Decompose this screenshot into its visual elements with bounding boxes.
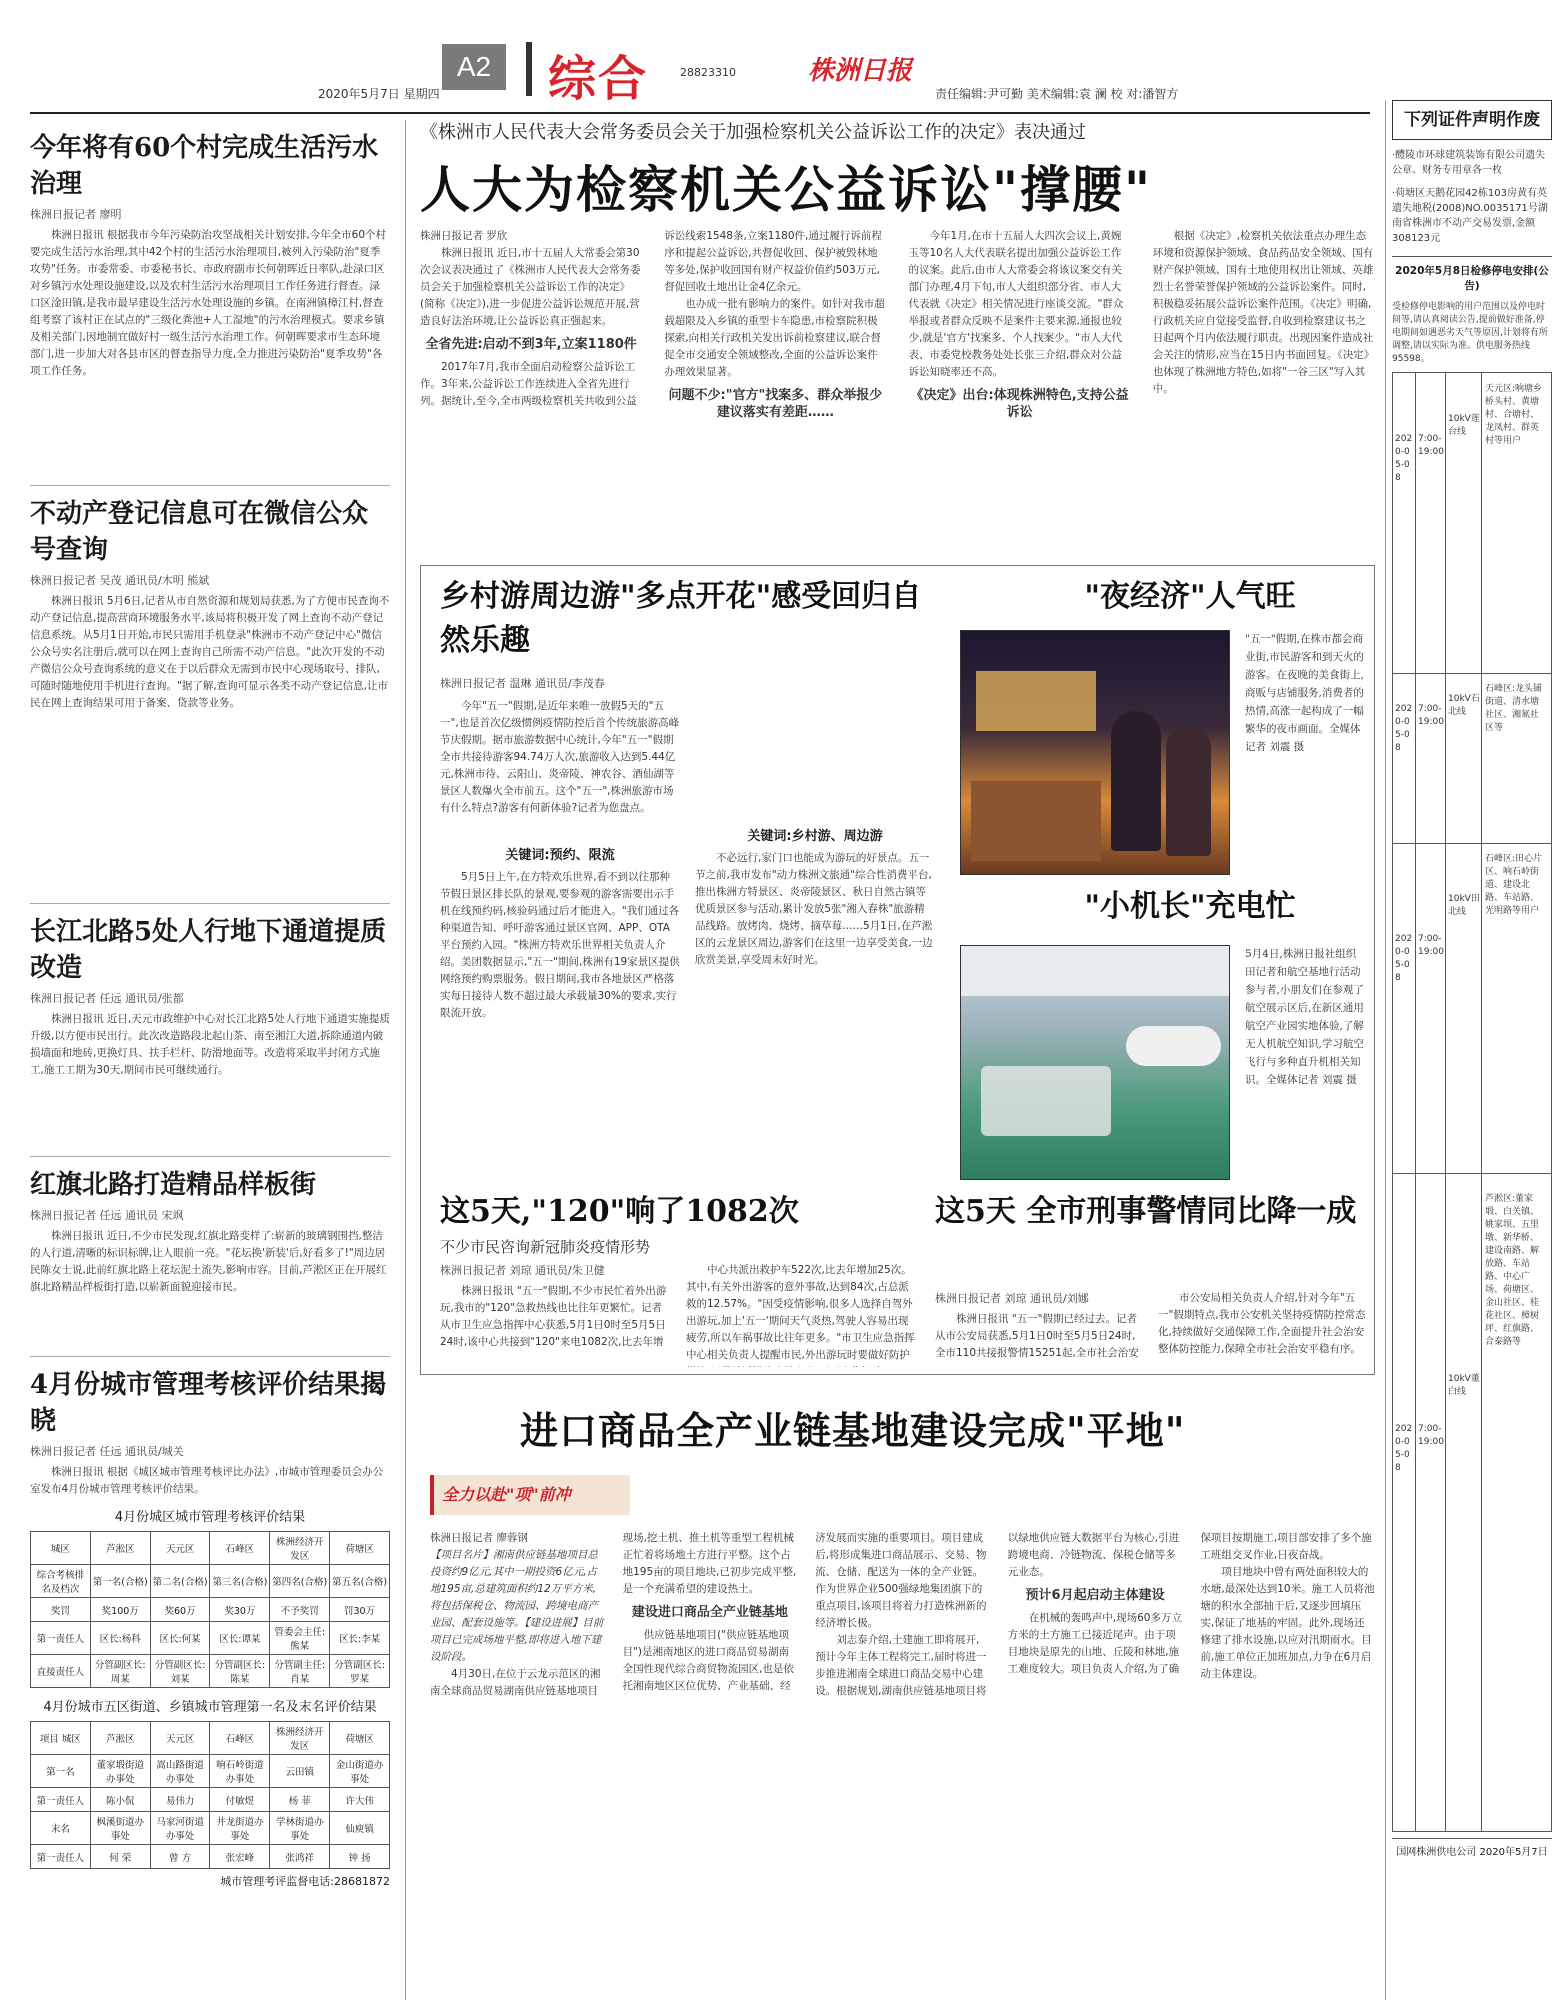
table-cell: 罚30万 <box>330 1598 390 1622</box>
table-caption: 4月份城区城市管理考核评价结果 <box>114 1510 306 1525</box>
table-cell: 张鸿祥 <box>270 1845 330 1869</box>
table-header: 芦淞区 <box>90 1722 150 1755</box>
schedule-line: 10kV田北线 <box>1448 894 1480 917</box>
stall-lights <box>976 671 1096 731</box>
table-cell: 第一责任人 <box>31 1845 91 1869</box>
brief-title: 红旗北路打造精品样板街 <box>30 1170 317 1200</box>
table-cell: 第一责任人 <box>31 1788 91 1812</box>
table-cell: 金山街道办事处 <box>330 1755 390 1788</box>
table-row <box>31 1565 390 1598</box>
table-row <box>31 1598 390 1622</box>
table-cell: 学林街道办事处 <box>270 1812 330 1845</box>
table-header-row <box>31 1532 390 1565</box>
subheading: 建设进口商品全产业链基地 <box>631 1605 788 1620</box>
paragraph: 今年1月,在市十五届人大四次会议上,黄婉玉等10名人大代表联名提出加强公益诉讼工作的议案。此后,由市人大常委会将该议案交有关部门办理,4月下旬,市人大组织部分省、市人大代表就《决定》相关情况进行座谈交流。"群众举报或者群众反映不是案件主要来源,通报也较少,就是'官方'找案多、个人找案少。"市人大代表、市委党校教务处处长张三介绍,群众对公益诉讼知晓率还不高。 <box>908 230 1124 378</box>
schedule-area: 天元区:响塘乡桥头村、黄塘村、合塘村、龙凤村、群英村等用户 <box>1485 384 1543 446</box>
keyword-heading: 关键词:预约、限流 <box>505 848 615 863</box>
divider <box>30 1156 390 1157</box>
person-silhouette <box>1111 711 1161 851</box>
table-header: 株洲经济开发区 <box>270 1532 330 1565</box>
table-cell: 分管副区长:刘某 <box>150 1655 210 1688</box>
main-kicker: 《株洲市人民代表大会常务委员会关于加强检察机关公益诉讼工作的决定》表决通过 <box>420 122 1086 143</box>
brief-byline: 株洲日报记者 任远 通讯员/城关 <box>30 1445 184 1458</box>
table-cell: 直接责任人 <box>31 1655 91 1688</box>
story-headline: 乡村游周边游"多点开花"感受回归自然乐趣 <box>440 579 922 658</box>
subheading: 预计6月起启动主体建设 <box>1025 1588 1165 1603</box>
paragraph: 也办成一批有影响力的案件。如针对我市超载超限及入乡镇的重型卡车隐患,市检察院积极探索,向相关行政机关发出诉前检察建议,联合督促全市交通安全领域整改,全面的公益诉讼案件办理效果显著。 <box>664 298 885 378</box>
table-cell: 第一责任人 <box>31 1622 91 1655</box>
hall-ceiling <box>961 946 1230 996</box>
power-schedule-intro: 受检修停电影响的用户范围以及停电时间等,请认真阅读公告,提前做好准备,停电期间如遇恶劣天气等原因,计划将有所调整,请以实际为准。供电服务热线95598。 <box>1392 302 1548 364</box>
table-row <box>31 1845 390 1869</box>
notice-item: ·荷塘区天鹅花园42栋103房黄有英遗失地税(2008)NO.0035171号湖南省株洲市不动产交易发票,金额308123元 <box>1392 188 1548 244</box>
table-gridline <box>1393 843 1551 844</box>
table-header: 株洲经济开发区 <box>270 1722 330 1755</box>
table-cell: 第一名(合格) <box>90 1565 150 1598</box>
table-header: 荷塘区 <box>330 1532 390 1565</box>
keyword-heading: 关键词:乡村游、周边游 <box>747 829 883 844</box>
assessment-table-streets <box>30 1721 390 1869</box>
table-row <box>31 1622 390 1655</box>
byline: 株洲日报记者 廖蓉钢 <box>430 1532 528 1544</box>
night-market-photo <box>960 630 1230 875</box>
table-cell: 董家塅街道办事处 <box>90 1755 150 1788</box>
power-schedule-footer: 国网株洲供电公司 2020年5月7日 <box>1392 1838 1552 1858</box>
paragraph: 株洲日报讯 "五一"假期,不少市民忙着外出游玩,我市的"120"急救热线也比往年更繁忙。记者从市卫生应急指挥中心获悉,5月1日0时至5月5日24时,该中心共接到"120"来电1082次,比去年增 <box>440 1285 667 1348</box>
campaign-logo: 全力以赴"项"前冲 <box>430 1475 630 1515</box>
helicopter-shape <box>1126 1026 1221 1066</box>
table-cell: 易伟力 <box>150 1788 210 1812</box>
paragraph: 项目地块中曾有两处面积较大的水塘,最深处达到10米。施工人员将池塘的积水全部抽干后,又逐步回填压实,保证了地基的牢固。此外,现场还修建了排水设施,以应对汛期雨水。目前,施工单位正加班加点,力争在6月启动主体建设。 <box>1200 1566 1375 1680</box>
paragraph: 株洲日报讯 "五一"假期已经过去。记者从市公安局获悉,5月1日0时至5月5日24时,全市110共接报警情15251起,全市社会治安 <box>935 1313 1139 1359</box>
story-headline: "小机长"充电忙 <box>1084 889 1296 924</box>
table-gridline <box>1393 1173 1551 1174</box>
power-schedule-table <box>1392 372 1552 1832</box>
table-header: 石峰区 <box>210 1722 270 1755</box>
brief-title: 长江北路5处人行地下通道提质改造 <box>30 917 387 983</box>
children-group <box>981 1066 1111 1136</box>
power-schedule-title: 2020年5月8日检修停电安排(公告) <box>1392 256 1552 293</box>
emergency-calls-story <box>440 1190 920 1257</box>
brief-title: 不动产登记信息可在微信公众号查询 <box>30 499 369 565</box>
table-cell: 分管副区长:周某 <box>90 1655 150 1688</box>
brief-text: 株洲日报讯 根据我市今年污染防治攻坚战相关计划安排,今年全市60个村要完成生活污水治理,其中42个村的生活污水治理项目,被列入污染防治"夏季攻势"任务。市委常委、市委秘书长、市政府副市长何朝晖近日率队,赴渌口区对乡镇污水处理设施建设,以及农村生活污水治理项目工作任务进行督查。渌口区淦田镇,是我市最早建设生活污水处理设施的乡镇。在南洲镇樟江村,督查组考察了该村正在试点的"三级化粪池+人工湿地"的污水治理模式。要求乡镇及相关部门,因地制宜做好村一级生活污水治理工作。何朝晖要求市生态环境部门,进一步加大对各县市区的督查指导力度,全力推进污染防治"夏季攻势"各项工作任务。 <box>30 229 387 377</box>
table-cell: 许大伟 <box>330 1788 390 1812</box>
table-cell: 管委会主任:熊某 <box>270 1622 330 1655</box>
brief-byline: 株洲日报记者 任远 通讯员/张都 <box>30 992 184 1005</box>
left-column <box>30 120 390 2000</box>
table-header: 石峰区 <box>210 1532 270 1565</box>
paragraph: 中心共派出救护车522次,比去年增加25次。其中,有关外出游客的意外事故,达到84次,占总派救的12.57%。"因受疫情影响,很多人选择自驾外出游玩,加上'五一'期间天气炎热,驾驶人容易出现疲劳,所以车祸事故比往年更多。"市卫生应急指挥中心相关负责人提醒市民,外出游玩时要做好防护 <box>686 1264 915 1361</box>
rural-tourism-story <box>440 575 940 663</box>
table-cell: 仙庾镇 <box>330 1812 390 1845</box>
paragraph: 5月5日上午,在方特欢乐世界,看不到以往那种节假日景区排长队的景观,要参观的游客需要出示手机在线预约码,核验码通过后才能进入。"我们通过各种渠道告知、呼吁游客通过景区官网、APP、OTA平台预约入园。"株洲方特欢乐世界相关负责人介绍。美团数据显示,"五一"期间,株洲有19家景区提供网络预约购票服务。假日期间,我市各地景区严格落实每日接待人数不超过最大承载量30%的要求,实行限流开放。 <box>440 871 680 1019</box>
table-cell: 不予奖罚 <box>270 1598 330 1622</box>
table-cell: 嵩山路街道办事处 <box>150 1755 210 1788</box>
schedule-area: 石峰区:龙头铺街道、清水塘社区、湘氮社区等 <box>1485 684 1543 733</box>
table-header: 芦淞区 <box>90 1532 150 1565</box>
table-cell: 奖罚 <box>31 1598 91 1622</box>
story-subheadline: 不少市民咨询新冠肺炎疫情形势 <box>440 1238 651 1256</box>
masthead-divider <box>526 42 532 96</box>
notice-box-title: 下列证件声明作废 <box>1392 100 1552 140</box>
brief-byline: 株洲日报记者 任远 通讯员 宋飒 <box>30 1209 184 1222</box>
rural-tourism-col2 <box>695 675 935 1210</box>
food-counter <box>971 781 1101 861</box>
table-row <box>31 1812 390 1845</box>
section-title: 综合 <box>548 51 649 107</box>
paragraph: 株洲日报讯 近日,市十五届人大常委会第30次会议表决通过了《株洲市人民代表大会常务委员会关于加强检察机关公益诉讼工作的决定》(简称《决定》),进一步促进公益诉讼规范开展,营造良好法治环境,让公益诉讼真正强起来。 <box>420 247 641 327</box>
table-cell: 付敏煜 <box>210 1788 270 1812</box>
brief-assessment <box>30 1367 390 1889</box>
table-header: 城区 <box>31 1532 91 1565</box>
brief-underpass <box>30 914 390 1146</box>
editors-line: 责任编辑:尹可勤 美术编辑:袁 澜 校 对:潘智方 <box>935 87 1179 101</box>
photo-caption: 5月4日,株洲日报社组织田记者和航空基地行活动参与者,小朋友们在参观了航空展示区后,在新区通用航空产业园实地体验,了解无人机航空知识,学习航空飞行与多种直升机相关知识。全媒体记者 刘震 摄 <box>1245 948 1364 1086</box>
brief-hongqi <box>30 1167 390 1346</box>
paragraph: 今年"五一"假期,是近年来唯一放假5天的"五一",也是首次亿级惯例疫情防控后首个传统旅游高峰节庆假期。据市旅游数据中心统计,今年"五一"假期全市共接待游客94.74万人次,旅游收入达到5.44亿元,株洲市待、云阳山、炎帝陵、神农谷、酒仙湖等景区人数爆火全市前五。这个"五一",株洲旅游市场有什么特点?游客有何新体验?记者为您盘点。 <box>440 700 680 814</box>
table-cell: 陈小侃 <box>90 1788 150 1812</box>
table-cell: 末名 <box>31 1812 91 1845</box>
main-story-body <box>420 228 1375 618</box>
divider <box>30 1356 390 1357</box>
schedule-date: 2020-05-08 <box>1395 434 1413 483</box>
column-divider <box>405 120 406 2000</box>
table-row <box>31 1788 390 1812</box>
table-cell: 区长:李某 <box>330 1622 390 1655</box>
story-headline: "夜经济"人气旺 <box>1084 579 1296 614</box>
story-headline: 这5天 全市刑事警情同比降一成 <box>935 1194 1357 1229</box>
table-cell: 综合考核排名及档次 <box>31 1565 91 1598</box>
schedule-line: 10kV董白线 <box>1448 1374 1480 1397</box>
masthead <box>0 0 1560 130</box>
right-column <box>1392 100 1552 2005</box>
photo-caption: "五一"假期,在株市都会商业街,市民游客和到天火的游客。在夜晚的美食街上,商贩与店铺服务,消费者的热情,高涨一起构成了一幅繁华的夜市画面。全媒体记者 刘震 摄 <box>1245 633 1364 753</box>
table-row <box>31 1755 390 1788</box>
masthead-rule <box>30 112 1370 114</box>
bottom-story-body <box>430 1530 1375 2000</box>
schedule-area: 芦淞区:董家塅、白关镇、姚家坝、五里墩、新华桥、建设南路、解放路、车站路、中心广场、荷塘区、金山社区、桂花社区、樟树坪、红旗路、合泰路等 <box>1485 1194 1540 1347</box>
table-cell: 奖30万 <box>210 1598 270 1622</box>
table-cell: 响石岭街道办事处 <box>210 1755 270 1788</box>
story-headline: 这5天,"120"响了1082次 <box>440 1194 799 1229</box>
crime-stats-story <box>935 1190 1365 1234</box>
crime-stats-col2 <box>1158 1290 1368 1370</box>
table-cell: 区长:杨科 <box>90 1622 150 1655</box>
paragraph: 2017年7月,我市全面启动检察公益诉讼工作。3年来,公益诉讼工作连续进入全省先进行列。据统计,至今,全市两级检察机关共收到公益诉讼线索1548条,立案1180件,通过履行诉前程序和提起公益诉讼,共督促收回、保护被毁林地等多处,保护收回国有财产权益价值约503万元,督促回收土地出让金4亿余元。 <box>420 230 882 407</box>
table-cell: 奖60万 <box>150 1598 210 1622</box>
table-header: 天元区 <box>150 1722 210 1755</box>
table-gridline <box>1415 373 1416 1831</box>
schedule-date: 2020-05-08 <box>1395 1424 1413 1473</box>
notice-item: ·醴陵市环球建筑装饰有限公司遗失公章、财务专用章各一枚 <box>1392 150 1546 176</box>
schedule-line: 10kV莲台线 <box>1448 414 1480 437</box>
schedule-line: 10kV石北线 <box>1448 694 1480 717</box>
paragraph: 市公安局相关负责人介绍,针对今年"五一"假期特点,我市公安机关坚持疫情防控常态化,持续做好交通保障工作,全面提升社会治安整体防控能力,保障全市社会治安平稳有序。 <box>1158 1292 1366 1355</box>
brief-byline: 株洲日报记者 吴茂 通讯员/木明 熊斌 <box>30 574 210 587</box>
table-caption: 4月份城市五区街道、乡镇城市管理第一名及末名评价结果 <box>43 1700 377 1715</box>
column-divider <box>1385 100 1386 2000</box>
person-silhouette <box>1166 726 1211 856</box>
paragraph: 不必远行,家门口也能成为游玩的好景点。五一节之前,我市发布"动力株洲文旅通"综合性消费平台,推出株洲方特景区、炎帝陵景区、秋日自然古镇等优质景区参与活动,累计发放5张"湘入春株"旅游精品线路。放烤肉、烧烤、摘草莓……5月1日,在芦淞区的云龙景区周边,游客们在这里一边享受美食,一边欣赏美景,享受周末好时光。 <box>695 852 933 966</box>
table-cell: 分管副区长:陈某 <box>210 1655 270 1688</box>
table-cell: 第二名(合格) <box>150 1565 210 1598</box>
emergency-calls-col1 <box>440 1262 672 1353</box>
paragraph: 根据《决定》,检察机关依法重点办理生态环境和资源保护领域、食品药品安全领域、国有财产保护领域、国有土地使用权出让领域、英雄烈士名誉荣誉保护领域的公益诉讼案件。同时,积极稳妥拓展公益诉讼案件范围。《决定》明确,行政机关应自觉接受监督,自收到检察建议书之日起两个月内依法履行职责。出现因案件造成社会关注的情形,应当在15日内书面回复。《决定》也体现了株洲地方特色,如将"一谷三区"写入其中。 <box>1152 230 1375 395</box>
table-row <box>31 1655 390 1688</box>
brief-sewage <box>30 130 390 475</box>
subheading: 全省先进:启动不到3年,立案1180件 <box>425 337 637 352</box>
table-cell: 张宏峰 <box>210 1845 270 1869</box>
brief-byline: 株洲日报记者 廖明 <box>30 208 122 221</box>
divider <box>30 903 390 904</box>
schedule-time: 7:00-19:00 <box>1418 434 1444 457</box>
brief-text: 株洲日报讯 根据《城区城市管理考核评比办法》,市城市管理委员会办公室发布4月份城市管理考核评价结果。 <box>30 1466 384 1495</box>
paragraph: 4月30日,在位于云龙示范区的湘南全球商品贸易湖南供应链基地项目现场,挖土机、推土机等重型工程机械正忙着将场地土方进行平整。这个占地195亩的项目地块,已初步完成平整,是一个充满希望的建设热土。 <box>430 1532 797 1697</box>
table-header-row <box>31 1722 390 1755</box>
paragraph: 在机械的轰鸣声中,现场60多万立方米的土方施工已接近尾声。由于项目地块是原先的山地、丘陵和林地,施工难度较大。项目负责人介绍,为了确保项目按期施工,项目部安排了多个施工班组交叉作业,日夜奋战。 <box>1007 1532 1372 1675</box>
night-economy-story <box>1010 575 1370 619</box>
brief-realestate <box>30 496 390 893</box>
divider <box>30 485 390 486</box>
table-header: 项目 城区 <box>31 1722 91 1755</box>
table-cell: 马家河街道办事处 <box>150 1812 210 1845</box>
supervision-phone: 城市管理考评监督电话:28681872 <box>220 1875 390 1888</box>
brief-text: 株洲日报讯 近日,不少市民发现,红旗北路变样了:崭新的玻璃钢围挡,整洁的人行道,清晰的标识标牌,让人眼前一亮。"花坛换'新装'后,好看多了!"周边居民陈女士说,此前红旗北路上花坛泥土流失,影响市容。目前,芦淞区正在开展红旗北路精品样板街打造,以崭新面貌迎接市民。 <box>30 1230 387 1293</box>
paragraph: 刘志泰介绍,土建施工即将展开,预计今年主体工程将完工,届时将进一步推进湘南全球进口商品交易中心建设。根据规划,湖南供应链基地项目将以绿地供应链大数据平台为核心,引进跨境电商、冷链物流、保税仓储等多元业态。 <box>815 1532 1180 1697</box>
table-cell: 分管副主任:肖某 <box>270 1655 330 1688</box>
table-cell: 杨 菲 <box>270 1788 330 1812</box>
newspaper-logo: 株洲日报 <box>808 56 913 86</box>
table-cell: 区长:谭某 <box>210 1622 270 1655</box>
table-cell: 奖100万 <box>90 1598 150 1622</box>
table-cell: 第一名 <box>31 1755 91 1788</box>
schedule-time: 7:00-19:00 <box>1418 1424 1444 1447</box>
schedule-area: 石峰区:田心片区、响石岭街道、建设北路、车站路、光明路等用户 <box>1485 854 1543 916</box>
schedule-date: 2020-05-08 <box>1395 704 1413 753</box>
page-number: A2 <box>442 44 506 90</box>
table-cell: 钟 扬 <box>330 1845 390 1869</box>
paragraph: 供应链基地项目("供应链基地项目")是湘南地区的进口商品贸易湖南全国性现代综合商贸物流园区,也是依托湘南地区区位优势、产业基础、经济发展而实施的重要项目。项目建成后,将形成集进口商品展示、交易、物流、仓储、配送为一体的全产业链。作为世界企业500强绿地集团旗下的重点项目,该项目将着力打造株洲新的经济增长极。 <box>622 1532 987 1692</box>
table-gridline <box>1445 373 1446 1831</box>
table-cell: 第五名(合格) <box>330 1565 390 1598</box>
byline: 株洲日报记者 刘琼 通讯员/刘娜 <box>935 1292 1089 1305</box>
brief-text: 株洲日报讯 5月6日,记者从市自然资源和规划局获悉,为了方便市民查询不动产登记信息,提高营商环境服务水平,该局将积极开发了网上查询不动产登记信息系统。从5月1日开始,市民只需用手机登录"株洲市不动产登记中心"微信公众号实名注册后,就可以在网上查询自己所需不动产信息。"此次开发的不动产微信公众号查询系统的意义在于以后群众无需到市民中心现场取号、排队,可随时随地使用手机进行查询。"据了解,查询可显示各类不动产登记信息,让市民在网上查询结果可用于备案、贷款等业务。 <box>30 595 390 709</box>
project-card: 【项目名片】湘南供应链基地项目总投资约9亿元,其中一期投资6亿元,占地195亩,总建筑面积约12万平方米,将包括保税仓、物流园、跨境电商产业园、配套设施等。【建设进展】目前项目已完成场地平整,即将进入地下建设阶段。 <box>430 1549 604 1663</box>
issue-date: 2020年5月7日 星期四 <box>318 87 440 101</box>
schedule-time: 7:00-19:00 <box>1418 934 1444 957</box>
table-gridline <box>1481 373 1482 1831</box>
crime-stats-col1 <box>935 1290 1145 1359</box>
schedule-time: 7:00-19:00 <box>1418 704 1444 727</box>
table-header: 荷塘区 <box>330 1722 390 1755</box>
byline: 株洲日报记者 温琳 通讯员/李茂春 <box>440 677 605 690</box>
assessment-table-districts <box>30 1531 390 1688</box>
brief-title: 4月份城市管理考核评价结果揭晓 <box>30 1370 387 1436</box>
table-cell: 区长:何某 <box>150 1622 210 1655</box>
schedule-date: 2020-05-08 <box>1395 934 1413 983</box>
bottom-headline: 进口商品全产业链基地建设完成"平地" <box>520 1408 1186 1453</box>
brief-title: 今年将有60个村完成生活污水治理 <box>30 133 379 199</box>
table-cell: 井龙街道办事处 <box>210 1812 270 1845</box>
table-cell: 云田镇 <box>270 1755 330 1788</box>
table-gridline <box>1393 673 1551 674</box>
byline: 株洲日报记者 刘琼 通讯员/朱卫健 <box>440 1264 605 1277</box>
table-cell: 曾 方 <box>150 1845 210 1869</box>
brief-text: 株洲日报讯 近日,天元市政维护中心对长江北路5处人行地下通道实施提质升级,以方便市民出行。此次改造路段北起山茶、南至湘江大道,拆除通道内破损墙面和地砖,更换灯具、扶手栏杆、防滑地面等。改造将采取半封闭方式施工,施工工期为30天,期间市民可继续通行。 <box>30 1013 390 1076</box>
table-cell: 第三名(合格) <box>210 1565 270 1598</box>
little-captain-story <box>1010 885 1370 929</box>
emergency-calls-col2 <box>686 1262 918 1367</box>
subheading: 《决定》出台:体现株洲特色,支持公益诉讼 <box>910 388 1129 420</box>
table-header: 天元区 <box>150 1532 210 1565</box>
main-headline: 人大为检察机关公益诉讼"撑腰" <box>420 160 1153 219</box>
table-cell: 第四名(合格) <box>270 1565 330 1598</box>
table-cell: 枫溪街道办事处 <box>90 1812 150 1845</box>
rural-tourism-col1 <box>440 675 680 1239</box>
section-phone: 28823310 <box>680 66 736 79</box>
byline: 株洲日报记者 罗欣 <box>420 230 508 242</box>
table-cell: 何 荣 <box>90 1845 150 1869</box>
aviation-hall-photo <box>960 945 1230 1180</box>
table-cell: 分管副区长:罗某 <box>330 1655 390 1688</box>
subheading: 问题不少:"官方"找案多、群众举报少 建议落实有差距…… <box>668 388 883 420</box>
